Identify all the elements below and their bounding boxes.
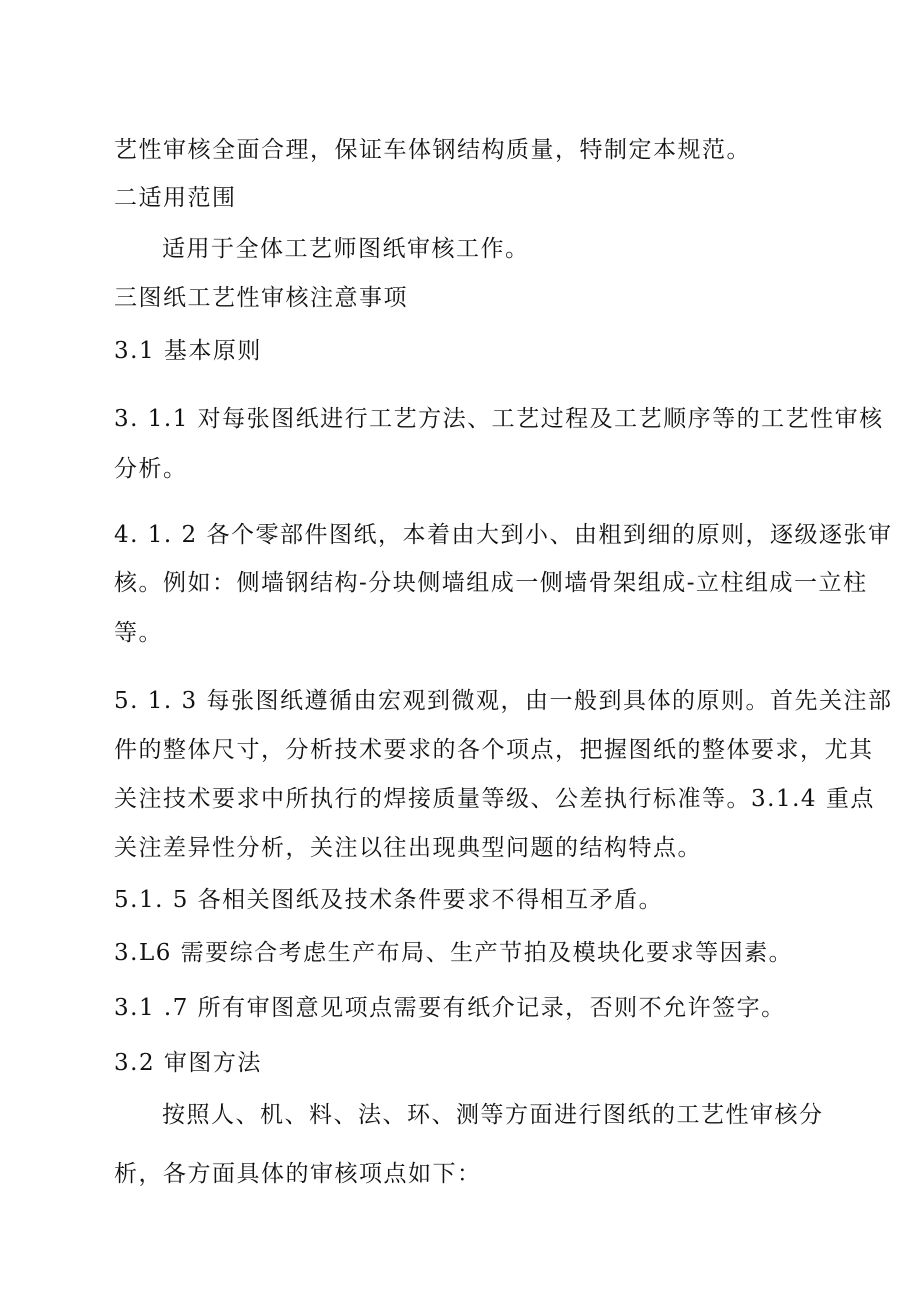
paragraph-line: 3.L6 需要综合考虑生产布局、生产节拍及模块化要求等因素。 [114, 940, 794, 966]
paragraph-line: 3.1 .7 所有审图意见项点需要有纸介记录，否则不允许签字。 [114, 995, 786, 1021]
paragraph-line: 艺性审核全面合理，保证车体钢结构质量，特制定本规范。 [114, 137, 751, 163]
paragraph-line: 关注差异性分析，关注以往出现典型问题的结构特点。 [114, 835, 702, 861]
paragraph-line: 5. 1. 3 每张图纸遵循由宏观到微观，由一般到具体的原则。首先关注部 [114, 688, 893, 714]
section-heading: 二适用范围 [114, 185, 237, 211]
subsection-heading: 3.2 审图方法 [114, 1050, 262, 1076]
paragraph-line: 析，各方面具体的审核项点如下： [114, 1161, 482, 1187]
paragraph-line: 件的整体尺寸，分析技术要求的各个项点，把握图纸的整体要求，尤其 [114, 737, 874, 763]
paragraph-line: 5.1. 5 各相关图纸及技术条件要求不得相互矛盾。 [114, 887, 664, 913]
paragraph-line: 核。例如：侧墙钢结构-分块侧墙组成一侧墙骨架组成-立柱组成一立柱 [114, 570, 868, 596]
paragraph-line: 等。 [114, 620, 163, 646]
paragraph-line: 关注技术要求中所执行的焊接质量等级、公差执行标准等。3.1.4 重点 [114, 786, 875, 812]
paragraph-line: 3. 1.1 对每张图纸进行工艺方法、工艺过程及工艺顺序等的工艺性审核 [114, 406, 884, 432]
subsection-heading: 3.1 基本原则 [114, 338, 262, 364]
section-heading: 三图纸工艺性审核注意事项 [114, 285, 408, 311]
paragraph-line: 4. 1. 2 各个零部件图纸，本着由大到小、由粗到细的原则，逐级逐张审 [114, 522, 893, 548]
paragraph-line: 按照人、机、料、法、环、测等方面进行图纸的工艺性审核分 [162, 1102, 824, 1128]
paragraph-line: 适用于全体工艺师图纸审核工作。 [162, 236, 530, 262]
paragraph-line: 分析。 [114, 456, 188, 482]
